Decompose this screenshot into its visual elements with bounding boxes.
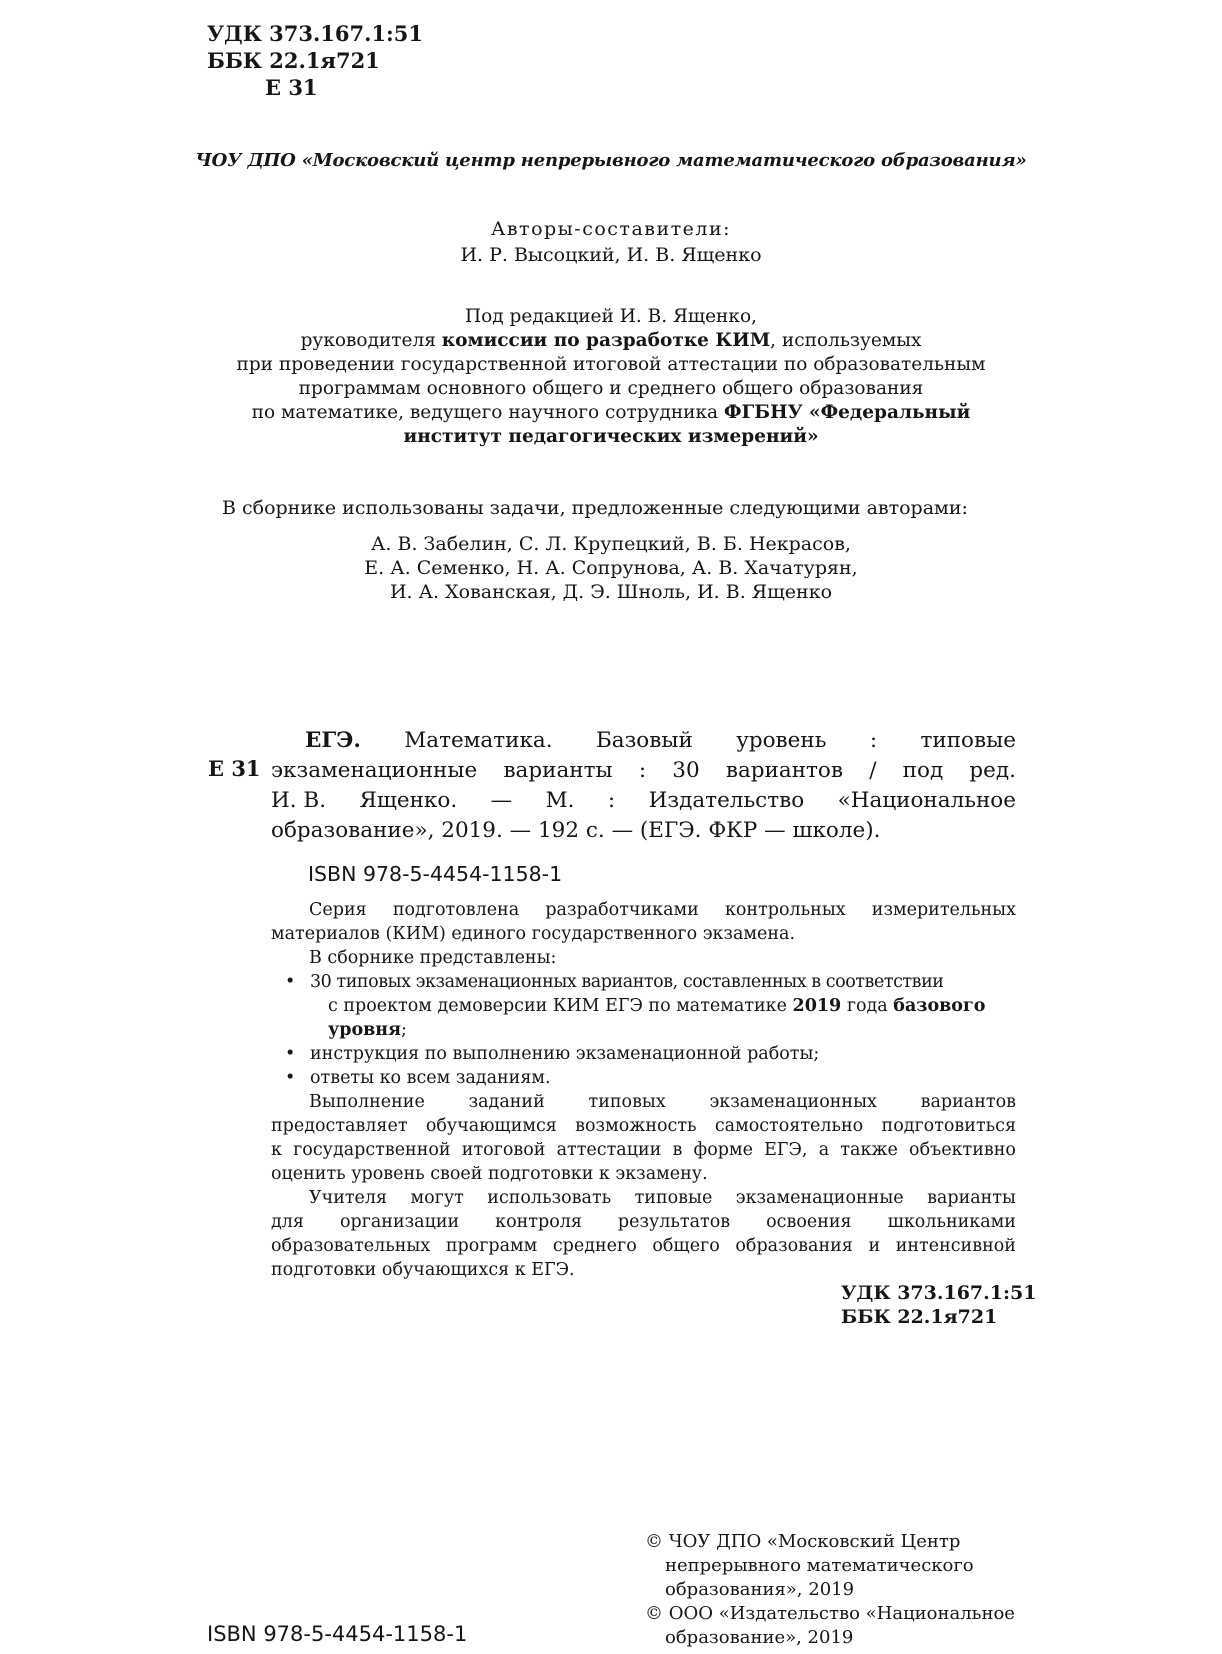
annotation-word: экзаменационные: [735, 1188, 904, 1208]
editor-line: программам основного общего и среднего общего образования: [298, 378, 924, 399]
annotation-word: использовать: [487, 1188, 612, 1208]
annotation-word: Серия: [309, 900, 367, 920]
annotation-word: Выполнение: [309, 1092, 425, 1112]
annotation-word: контроля: [495, 1212, 582, 1232]
biblio-word: :: [607, 788, 616, 813]
biblio-word: Базовый: [595, 728, 693, 753]
bbk-code: ББК 22.1я721: [207, 48, 380, 73]
isbn-main: ISBN 978-5-4454-1158-1: [308, 862, 563, 886]
biblio-word: типовые: [920, 728, 1016, 753]
annotation-word: общего: [652, 1236, 720, 1256]
contributors-list: [0, 532, 1222, 604]
annotation-word: типовые: [634, 1188, 713, 1208]
bullet-item: [271, 1042, 1016, 1066]
editor-line: при проведении государственной итоговой аттестации по образовательным: [236, 354, 986, 375]
annotation-word: разработчиками: [545, 900, 699, 920]
annotation-word: результатов: [617, 1212, 731, 1232]
annotation-word: могут: [410, 1188, 464, 1208]
annotation-line: [271, 1138, 1016, 1162]
annotation-word: интенсивной: [895, 1236, 1016, 1256]
contributors-line: Е. А. Семенко, Н. А. Сопрунова, А. В. Хачатурян,: [364, 557, 858, 579]
editor-block: [180, 305, 1042, 449]
biblio-word: —: [490, 788, 513, 813]
biblio-word: :: [638, 758, 647, 783]
copyright-block: [645, 1530, 1015, 1650]
copyright-line: © ЧОУ ДПО «Московский Центр: [645, 1531, 961, 1552]
annotation-word: самостоятельно: [714, 1116, 864, 1136]
annotation-word: школьниками: [887, 1212, 1016, 1232]
annotation-word: для: [271, 1212, 304, 1232]
biblio-word: Математика.: [404, 728, 553, 753]
copyright-line: © ООО «Издательство «Национальное: [645, 1603, 1015, 1624]
isbn-bottom: ISBN 978-5-4454-1158-1: [207, 1622, 468, 1646]
bullet-text: года: [841, 996, 894, 1016]
authors-names: И. Р. Высоцкий, И. В. Ященко: [460, 244, 762, 266]
editor-line: Под редакцией И. В. Ященко,: [465, 306, 757, 327]
biblio-line: [271, 756, 1016, 786]
bullet-icon: •: [285, 1044, 296, 1064]
bullet-text: ;: [401, 1020, 407, 1040]
annotation-word: освоения: [766, 1212, 852, 1232]
annotation-word: экзаменационных: [709, 1092, 877, 1112]
annotation-word: форме: [693, 1140, 753, 1160]
biblio-word: 30: [672, 758, 700, 783]
copyright-line: непрерывного математического: [665, 1555, 974, 1576]
annotation-block: [271, 898, 1016, 1282]
annotation-line: [271, 1234, 1016, 1258]
udk-code: УДК 373.167.1:51: [841, 1282, 1037, 1304]
classification-codes: [207, 20, 423, 101]
annotation-word: среднего: [552, 1236, 637, 1256]
bullet-icon: •: [285, 1068, 296, 1088]
annotation-word: варианты: [927, 1188, 1016, 1208]
udk-code: УДК 373.167.1:51: [207, 21, 424, 46]
annotation-word: ЕГЭ,: [764, 1140, 808, 1160]
biblio-word: Ященко.: [359, 788, 458, 813]
bullet-bold-text: уровня: [328, 1020, 402, 1040]
annotation-word: аттестации: [556, 1140, 662, 1160]
authors-block: [0, 216, 1222, 268]
bullet-bold-text: базового: [893, 996, 986, 1016]
annotation-line: оценить уровень своей подготовки к экзамену.: [271, 1164, 708, 1184]
contributors-line: И. А. Хованская, Д. Э. Шноль, И. В. Ященко: [389, 581, 833, 603]
biblio-word: /: [869, 758, 877, 783]
biblio-line: [271, 786, 1016, 816]
annotation-line: [271, 1114, 1016, 1138]
annotation-word: также: [840, 1140, 898, 1160]
annotation-word: измерительных: [871, 900, 1016, 920]
annotation-line: В сборнике представлены:: [309, 948, 557, 968]
annotation-word: и: [868, 1236, 881, 1256]
annotation-line: подготовки обучающихся к ЕГЭ.: [271, 1260, 575, 1280]
bullet-text: с проектом демоверсии КИМ ЕГЭ по математике: [328, 996, 793, 1016]
annotation-word: типовых: [588, 1092, 666, 1112]
bullet-bold-text: 2019: [792, 996, 842, 1016]
editor-text: по математике, ведущего научного сотрудника: [251, 402, 724, 423]
annotation-word: итоговой: [461, 1140, 546, 1160]
editor-bold-text: комиссии по разработке КИМ: [441, 330, 771, 351]
annotation-word: предоставляет: [271, 1116, 408, 1136]
bibliography-record: [271, 726, 1016, 846]
annotation-word: образования: [735, 1236, 853, 1256]
biblio-word: экзаменационные: [271, 758, 478, 783]
copyright-line: образования», 2019: [665, 1579, 855, 1600]
editor-line: [180, 425, 1042, 449]
biblio-word: под: [902, 758, 944, 783]
contributors-lead: В сборнике использованы задачи, предложенные следующими авторами:: [222, 497, 968, 519]
annotation-word: вариантов: [920, 1092, 1016, 1112]
biblio-word: Издательство: [648, 788, 805, 813]
annotation-word: организации: [339, 1212, 460, 1232]
editor-line: [180, 401, 1042, 425]
author-mark: Е 31: [265, 75, 318, 100]
editor-line: [180, 329, 1042, 353]
biblio-word: уровень: [736, 728, 827, 753]
biblio-word: И. В.: [271, 788, 327, 813]
biblio-word: варианты: [503, 758, 613, 783]
biblio-line: образование», 2019. — 192 с. — (ЕГЭ. ФКР — школе).: [271, 818, 881, 843]
annotation-word: заданий: [468, 1092, 545, 1112]
annotation-word: объективно: [909, 1140, 1016, 1160]
annotation-word: обучающимся: [425, 1116, 557, 1136]
biblio-word: М.: [545, 788, 575, 813]
biblio-line: [271, 726, 1016, 756]
bullet-icon: •: [285, 972, 296, 992]
biblio-word: вариантов: [725, 758, 843, 783]
annotation-line: [271, 1210, 1016, 1234]
contributors-line: А. В. Забелин, С. Л. Крупецкий, В. Б. Некрасов,: [371, 533, 851, 555]
annotation-word: образовательных: [271, 1236, 431, 1256]
annotation-line: [271, 1186, 1016, 1210]
annotation-word: в: [672, 1140, 683, 1160]
bullet-continuation: [271, 1018, 1016, 1042]
bullet-text: 30 типовых экзаменационных вариантов, составленных в соответствии: [310, 972, 944, 992]
annotation-word: к: [271, 1140, 282, 1160]
annotation-word: программ: [445, 1236, 538, 1256]
editor-text: руководителя: [300, 330, 442, 351]
annotation-line: [271, 1090, 1016, 1114]
bbk-code: ББК 22.1я721: [841, 1306, 998, 1328]
authors-label: Авторы-составители:: [490, 218, 732, 240]
bullet-item: [271, 1066, 1016, 1090]
editor-bold-text: ФГБНУ «Федеральный: [723, 402, 971, 423]
bibliography-mark: Е 31: [208, 756, 261, 781]
annotation-line: материалов (КИМ) единого государственного экзамена.: [271, 924, 796, 944]
annotation-word: подготовиться: [881, 1116, 1016, 1136]
bullet-text: ответы ко всем заданиям.: [310, 1068, 551, 1088]
editor-text: , используемых: [770, 330, 922, 351]
biblio-word: ред.: [969, 758, 1016, 783]
annotation-word: а: [818, 1140, 830, 1160]
annotation-word: Учителя: [309, 1188, 388, 1208]
biblio-word: ЕГЭ.: [305, 728, 361, 753]
bullet-text: инструкция по выполнению экзаменационной работы;: [310, 1044, 820, 1064]
annotation-word: государственной: [293, 1140, 451, 1160]
organization-name: ЧОУ ДПО «Московский центр непрерывного математического образования»: [195, 150, 1027, 171]
annotation-line: [271, 898, 1016, 922]
annotation-word: возможность: [575, 1116, 697, 1136]
annotation-word: подготовлена: [392, 900, 520, 920]
classification-codes-repeat: [841, 1281, 1036, 1329]
editor-bold-text: институт педагогических измерений»: [403, 426, 819, 447]
copyright-line: образование», 2019: [665, 1627, 854, 1648]
bullet-continuation: [271, 994, 1016, 1018]
biblio-word: :: [869, 728, 878, 753]
biblio-word: «Национальное: [837, 788, 1016, 813]
annotation-word: контрольных: [724, 900, 846, 920]
bullet-item: [271, 970, 1016, 994]
